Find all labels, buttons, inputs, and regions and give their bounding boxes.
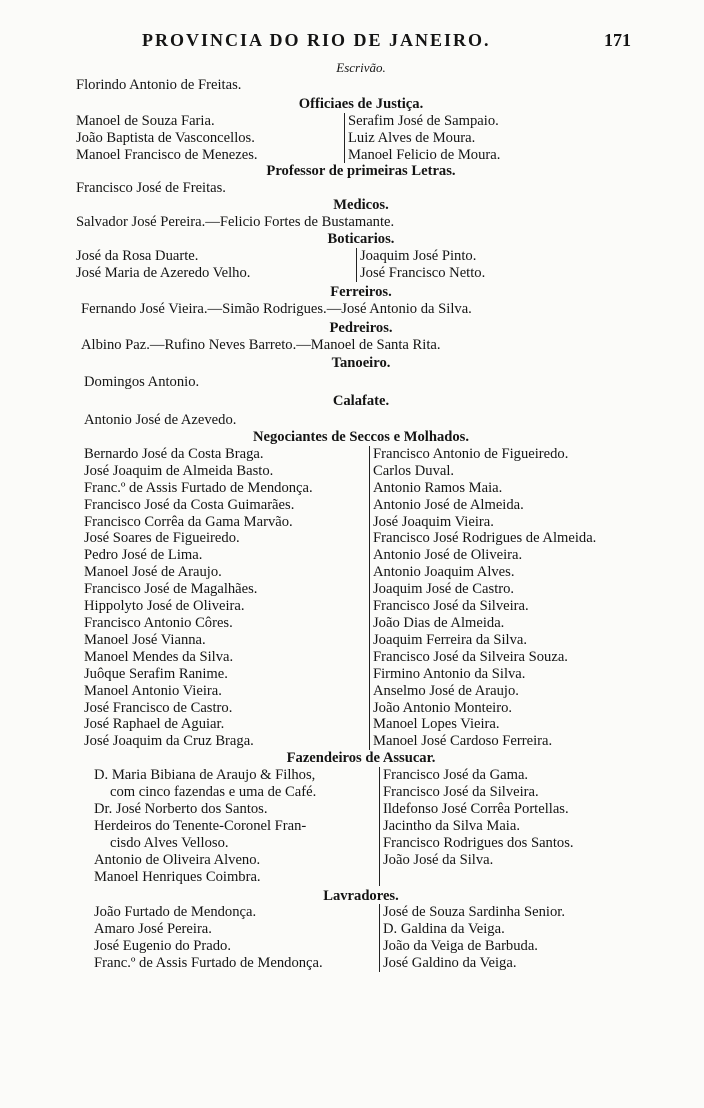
list-item: João Baptista de Vasconcellos.: [76, 129, 255, 146]
list-item: José Galdino da Veiga.: [383, 955, 517, 972]
boticarios-right-column: [356, 248, 646, 282]
list-item: Bernardo José da Costa Braga.: [84, 445, 264, 462]
list-item: Joaquim Ferreira da Silva.: [373, 631, 528, 648]
list-item: José Joaquim da Cruz Braga.: [84, 733, 254, 750]
list-item: Antonio José de Almeida.: [373, 496, 524, 513]
list-item: Franc.º de Assis Furtado de Mendonça.: [84, 479, 313, 496]
list-item: José Joaquim de Almeida Basto.: [84, 462, 274, 479]
section-heading-professor: Professor de primeiras Letras.: [266, 163, 456, 180]
list-item: Carlos Duval.: [373, 462, 455, 479]
section-heading-oficiais: Officiaes de Justiça.: [298, 95, 424, 112]
list-item: Antonio Joaquim Alves.: [373, 564, 515, 581]
list-item: Manoel Antonio Vieira.: [84, 682, 222, 699]
list-item: Francisco José da Costa Guimarães.: [84, 496, 295, 513]
list-item-continuation: cisdo Alves Velloso.: [110, 834, 229, 851]
negociantes-columns: [76, 446, 646, 750]
list-item: Manoel Francisco de Menezes.: [76, 146, 258, 163]
list-item: José Maria de Azeredo Velho.: [76, 264, 251, 281]
section-heading-medicos: Medicos.: [333, 197, 389, 214]
section-heading-tanoeiro: Tanoeiro.: [331, 355, 391, 372]
section-heading-ferreiros: Ferreiros.: [330, 283, 392, 300]
list-item: José Francisco de Castro.: [84, 699, 233, 716]
list-item: Manoel Mendes da Silva.: [84, 648, 234, 665]
section-heading-calafate: Calafate.: [332, 393, 390, 410]
tanoeiro-line: Domingos Antonio.: [84, 374, 200, 391]
list-item: Joaquim José Pinto.: [360, 247, 477, 264]
list-item: Dr. José Norberto dos Santos.: [94, 800, 268, 817]
section-heading-pedreiros: Pedreiros.: [329, 319, 393, 336]
list-item: Francisco José de Magalhães.: [84, 581, 258, 598]
lavradores-left-column: [76, 904, 379, 972]
list-item: João José da Silva.: [383, 851, 494, 868]
list-item: Anselmo José de Araujo.: [373, 682, 519, 699]
boticarios-columns: [76, 248, 646, 282]
list-item: Firmino Antonio da Silva.: [373, 665, 526, 682]
list-item-continuation: com cinco fazendas e uma de Café.: [110, 784, 317, 801]
lavradores-right-column: [379, 904, 646, 972]
oficiais-columns: [76, 113, 646, 164]
list-item: José de Souza Sardinha Senior.: [383, 904, 565, 921]
list-item: José Eugenio do Prado.: [94, 938, 232, 955]
list-item: Franc.º de Assis Furtado de Mendonça.: [94, 955, 323, 972]
section-heading-negociantes: Negociantes de Seccos e Molhados.: [252, 429, 470, 446]
list-item: Manoel de Souza Faria.: [76, 112, 215, 129]
list-item: Juôque Serafim Ranime.: [84, 665, 228, 682]
list-item: Ildefonso José Corrêa Portellas.: [383, 800, 569, 817]
list-item: Manoel Felicio de Moura.: [348, 146, 501, 163]
list-item: Francisco José da Silveira.: [373, 598, 529, 615]
list-item: Francisco José da Silveira Souza.: [373, 648, 568, 665]
list-item: João Antonio Monteiro.: [373, 699, 513, 716]
oficiais-right-column: [344, 113, 646, 164]
list-item: Jacintho da Silva Maia.: [383, 817, 520, 834]
page-number: 171: [604, 30, 631, 50]
lavradores-columns: [76, 904, 646, 972]
page-header: [0, 30, 704, 54]
fazendeiros-left-column: [76, 767, 379, 885]
negociantes-right-column: [369, 446, 646, 750]
list-item: Manoel Henriques Coimbra.: [94, 868, 261, 885]
list-item: Francisco José da Silveira.: [383, 784, 539, 801]
list-item: Francisco Rodrigues dos Santos.: [383, 834, 574, 851]
running-title: PROVINCIA DO RIO DE JANEIRO.: [142, 30, 491, 50]
list-item: Herdeiros do Tenente-Coronel Fran-: [94, 817, 307, 834]
fazendeiros-right-column: [379, 767, 646, 885]
list-item: Francisco José Rodrigues de Almeida.: [373, 530, 597, 547]
list-item: João Dias de Almeida.: [373, 615, 505, 631]
list-item: José Soares de Figueiredo.: [84, 530, 240, 547]
page-body: [76, 60, 646, 972]
list-item: Antonio Ramos Maia.: [373, 479, 503, 496]
section-heading-escrivao: Escrivão.: [336, 60, 386, 75]
list-item: Francisco Antonio de Figueiredo.: [373, 445, 569, 462]
list-item: Serafim José de Sampaio.: [348, 112, 499, 129]
list-item: Francisco Antonio Côres.: [84, 615, 233, 631]
list-item: José da Rosa Duarte.: [76, 247, 199, 264]
list-item: João Furtado de Mendonça.: [94, 904, 257, 921]
list-item: Francisco Corrêa da Gama Marvão.: [84, 513, 293, 530]
boticarios-left-column: [76, 248, 356, 282]
medicos-line: Salvador José Pereira.—Felicio Fortes de Bustamante.: [76, 214, 395, 231]
section-heading-lavradores: Lavradores.: [323, 887, 399, 904]
fazendeiros-columns: [76, 767, 646, 885]
list-item: Antonio José de Oliveira.: [373, 547, 523, 564]
calafate-line: Antonio José de Azevedo.: [84, 412, 237, 429]
list-item: Pedro José de Lima.: [84, 547, 203, 564]
list-item: Luiz Alves de Moura.: [348, 129, 476, 146]
list-item: Manoel José Vianna.: [84, 631, 206, 648]
list-item: João da Veiga de Barbuda.: [383, 938, 538, 955]
section-heading-fazendeiros: Fazendeiros de Assucar.: [286, 750, 436, 767]
section-heading-boticarios: Boticarios.: [327, 231, 395, 248]
list-item: Francisco José da Gama.: [383, 767, 529, 784]
list-item: Manoel José de Araujo.: [84, 564, 222, 581]
professor-line: Francisco José de Freitas.: [76, 180, 226, 197]
list-item: Antonio de Oliveira Alveno.: [94, 851, 261, 868]
list-item: D. Maria Bibiana de Araujo & Filhos,: [94, 767, 316, 784]
list-item: Manoel José Cardoso Ferreira.: [373, 733, 553, 750]
ferreiros-line: Fernando José Vieira.—Simão Rodrigues.—José Antonio da Silva.: [81, 300, 472, 317]
oficiais-left-column: [76, 113, 344, 164]
list-item: Amaro José Pereira.: [94, 921, 212, 938]
escrivao-line: Florindo Antonio de Freitas.: [76, 76, 242, 93]
list-item: D. Galdina da Veiga.: [383, 921, 505, 938]
negociantes-left-column: [76, 446, 369, 750]
list-item: José Raphael de Aguiar.: [84, 716, 225, 733]
pedreiros-line: Albino Paz.—Rufino Neves Barreto.—Manoel de Santa Rita.: [81, 336, 441, 353]
list-item: Hippolyto José de Oliveira.: [84, 598, 245, 615]
list-item: José Joaquim Vieira.: [373, 513, 494, 530]
list-item: Joaquim José de Castro.: [373, 581, 515, 598]
list-item: José Francisco Netto.: [360, 264, 486, 281]
list-item: Manoel Lopes Vieira.: [373, 716, 500, 733]
